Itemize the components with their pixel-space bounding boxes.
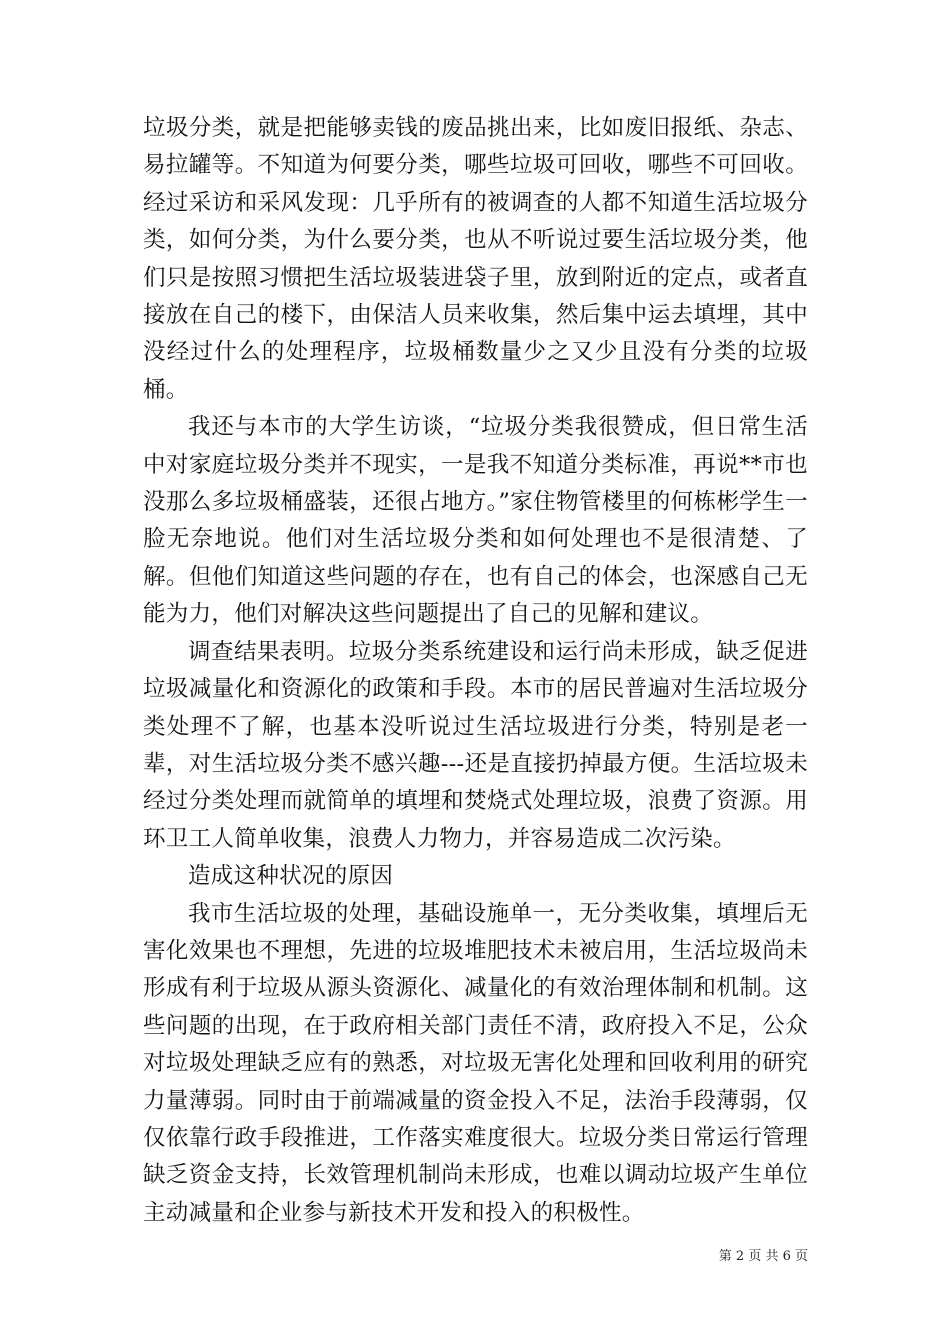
paragraph-3: 调查结果表明。垃圾分类系统建设和运行尚未形成，缺乏促进垃圾减量化和资源化的政策和手段。本市的居民普遍对生活垃圾分类处理不了解，也基本没听说过生活垃圾进行分类，特别是老一辈，对生活垃圾分类不感兴趣---还是直接扔掉最方便。生活垃圾未经过分类处理而就简单的填埋和焚烧式处理垃圾，浪费了资源。用环卫工人简单收集，浪费人力物力，并容易造成二次污染。 [143, 638, 808, 852]
page-number-label: 第 2 页 共 6 页 [718, 1249, 808, 1264]
section-heading: 造成这种状况的原因 [188, 863, 394, 890]
document-body [143, 110, 808, 1232]
paragraph-4: 我市生活垃圾的处理，基础设施单一，无分类收集，填埋后无害化效果也不理想，先进的垃圾堆肥技术未被启用，生活垃圾尚未形成有利于垃圾从源头资源化、减量化的有效治理体制和机制。这些问题的出现，在于政府相关部门责任不清，政府投入不足，公众对垃圾处理缺乏应有的熟悉，对垃圾无害化处理和回收利用的研究力量薄弱。同时由于前端减量的资金投入不足，法治手段薄弱，仅仅依靠行政手段推进，工作落实难度很大。垃圾分类日常运行管理缺乏资金支持，长效管理机制尚未形成，也难以调动垃圾产生单位主动减量和企业参与新技术开发和投入的积极性。 [143, 900, 808, 1226]
page-footer [719, 1245, 808, 1264]
paragraph-2: 我还与本市的大学生访谈，“垃圾分类我很赞成，但日常生活中对家庭垃圾分类并不现实，一是我不知道分类标准，再说**市也没那么多垃圾桶盛装，还很占地方。”家住物管楼里的何栋彬学生一脸无奈地说。他们对生活垃圾分类和如何处理也不是很清楚、了解。但他们知道这些问题的存在，也有自己的体会，也深感自己无能为力，他们对解决这些问题提出了自己的见解和建议。 [143, 414, 808, 628]
paragraph-1: 垃圾分类，就是把能够卖钱的废品挑出来，比如废旧报纸、杂志、易拉罐等。不知道为何要分类，哪些垃圾可回收，哪些不可回收。经过采访和采风发现：几乎所有的被调查的人都不知道生活垃圾分类，如何分类，为什么要分类，也从不听说过要生活垃圾分类，他们只是按照习惯把生活垃圾装进袋子里，放到附近的定点，或者直接放在自己的楼下，由保洁人员来收集，然后集中运去填埋，其中没经过什么的处理程序，垃圾桶数量少之又少且没有分类的垃圾桶。 [143, 115, 808, 403]
